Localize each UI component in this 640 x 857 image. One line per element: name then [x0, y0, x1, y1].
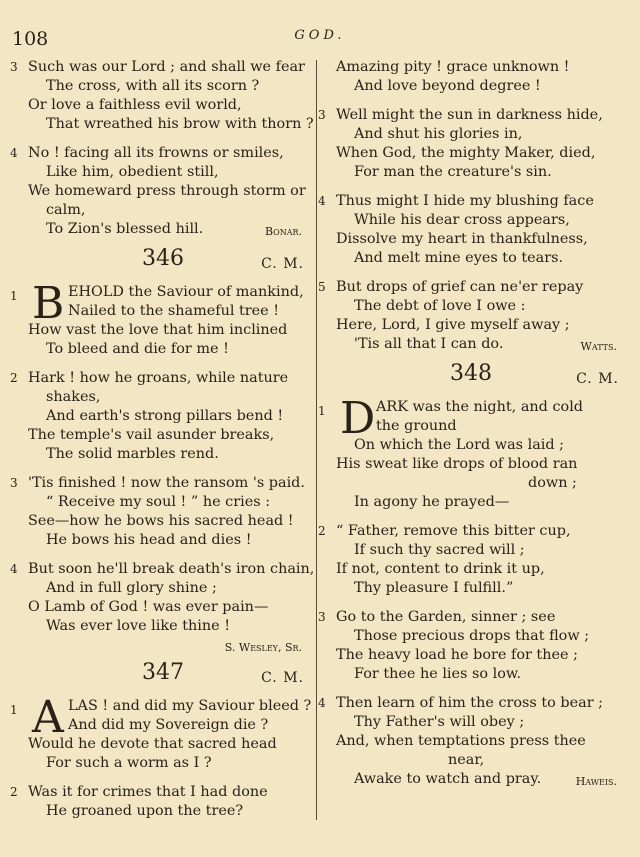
verse-line: And melt mine eyes to tears. — [354, 250, 564, 266]
verse-number: 3 — [318, 108, 326, 122]
verse-line: To bleed and die for me ! — [46, 341, 229, 357]
verse-line: How vast the love that him inclined — [28, 322, 288, 338]
verse-number: 4 — [10, 146, 18, 160]
verse-line: And in full glory shine ; — [46, 580, 217, 596]
verse — [318, 58, 623, 96]
verse-line: Such was our Lord ; and shall we fear — [28, 59, 305, 75]
verse-number: 2 — [10, 785, 18, 799]
verse-line: calm, — [46, 202, 86, 218]
verse-line: Hark ! how he groans, while nature — [28, 370, 289, 386]
verse-line: He groaned upon the tree? — [46, 803, 244, 819]
verse — [318, 106, 623, 182]
verse-line: No ! facing all its frowns or smiles, — [28, 145, 284, 161]
verse-line: shakes, — [46, 389, 101, 405]
verse-line: For man the creature's sin. — [354, 164, 552, 180]
verse-number: 4 — [10, 562, 18, 576]
verse-line: And did my Sovereign die ? — [68, 717, 269, 733]
author-attribution: Bonar. — [265, 225, 302, 238]
verse-line: See—how he bows his sacred head ! — [28, 513, 294, 529]
hymn-meter: C. M. — [261, 256, 304, 272]
verse-line: If not, content to drink it up, — [336, 561, 545, 577]
verse — [10, 692, 312, 773]
verse-line: The cross, with all its scorn ? — [46, 78, 260, 94]
verse-line: The temple's vail asunder breaks, — [28, 427, 275, 443]
verse-line: Was ever love like thine ! — [46, 618, 230, 634]
verse-number: 4 — [318, 194, 326, 208]
verse-line: 'Tis all that I can do. — [354, 336, 504, 352]
verse-line: Well might the sun in darkness hide, — [336, 107, 603, 123]
verse-line: If such thy sacred will ; — [354, 542, 525, 558]
verse — [10, 144, 308, 239]
verse-line: LAS ! and did my Saviour bleed ? — [68, 698, 312, 714]
verse-line: near, — [448, 752, 485, 768]
drop-cap: D — [340, 393, 376, 444]
page-number: 108 — [12, 28, 49, 50]
verse-number: 5 — [318, 280, 326, 294]
verse-line: The heavy load he bore for thee ; — [336, 647, 578, 663]
left-column — [10, 58, 315, 831]
verse-line: While his dear cross appears, — [354, 212, 570, 228]
verse-line: “ Father, remove this bitter cup, — [336, 523, 571, 539]
verse-number: 4 — [318, 696, 326, 710]
verse-line: When God, the mighty Maker, died, — [336, 145, 596, 161]
verse-line: Awake to watch and pray. — [354, 771, 542, 787]
hymn-heading — [10, 246, 308, 279]
verse-line: “ Receive my soul ! ” he cries : — [46, 494, 271, 510]
verse-line: And earth's strong pillars bend ! — [46, 408, 284, 424]
verse-line: On which the Lord was laid ; — [354, 437, 565, 453]
verse — [10, 783, 308, 821]
verse-line: And, when temptations press thee — [336, 733, 586, 749]
verse-line: down ; — [528, 475, 577, 491]
hymn-heading — [10, 660, 308, 693]
verse-line: Thy pleasure I fulfill.” — [354, 580, 514, 596]
verse-number: 1 — [318, 404, 326, 418]
drop-cap: B — [32, 278, 65, 329]
verse-line: His sweat like drops of blood ran — [336, 456, 578, 472]
verse — [10, 560, 315, 654]
verse — [10, 58, 314, 134]
verse-line: O Lamb of God ! was ever pain— — [28, 599, 269, 615]
verse-number: 2 — [10, 371, 18, 385]
verse-number: 1 — [10, 703, 18, 717]
hymn-number: 347 — [142, 660, 184, 685]
verse — [318, 694, 623, 789]
verse-number: 3 — [318, 610, 326, 624]
verse-line: the ground — [376, 418, 457, 434]
hymn-heading — [318, 361, 623, 394]
verse — [10, 474, 308, 550]
verse-line: Or love a faithless evil world, — [28, 97, 242, 113]
verse-line: And shut his glories in, — [354, 126, 523, 142]
verse-line: We homeward press through storm or — [28, 183, 306, 199]
verse — [318, 393, 623, 512]
verse-line: But soon he'll break death's iron chain, — [28, 561, 315, 577]
drop-cap: A — [32, 692, 64, 743]
verse-line: The solid marbles rend. — [46, 446, 219, 462]
verse-line: Amazing pity ! grace unknown ! — [336, 59, 570, 75]
verse-line: And love beyond degree ! — [354, 78, 541, 94]
verse — [10, 369, 308, 464]
verse-line: Those precious drops that flow ; — [354, 628, 590, 644]
verse-line: Here, Lord, I give myself away ; — [336, 317, 570, 333]
verse-line: Would he devote that sacred head — [28, 736, 277, 752]
running-head: GOD. — [294, 28, 346, 43]
verse-line: Thus might I hide my blushing face — [336, 193, 594, 209]
verse-number: 3 — [10, 476, 18, 490]
verse-line: Was it for crimes that I had done — [28, 784, 268, 800]
verse-line: Thy Father's will obey ; — [354, 714, 525, 730]
verse-line: In agony he prayed— — [354, 494, 510, 510]
hymn-meter: C. M. — [576, 371, 619, 387]
verse — [318, 608, 623, 684]
author-attribution: Haweis. — [575, 775, 617, 788]
verse — [10, 278, 308, 359]
verse — [318, 192, 623, 268]
author-attribution: Watts. — [580, 340, 617, 353]
verse-number: 3 — [10, 60, 18, 74]
hymn-number: 346 — [142, 246, 184, 271]
author-attribution: S. Wesley, Sr. — [224, 641, 302, 654]
verse-line: But drops of grief can ne'er repay — [336, 279, 584, 295]
column-divider — [316, 60, 317, 820]
verse-line: For thee he lies so low. — [354, 666, 522, 682]
verse-number: 2 — [318, 524, 326, 538]
verse-line: The debt of love I owe : — [354, 298, 526, 314]
verse-line: Go to the Garden, sinner ; see — [336, 609, 556, 625]
verse-line: Dissolve my heart in thankfulness, — [336, 231, 588, 247]
verse-line: EHOLD the Saviour of mankind, — [68, 284, 304, 300]
verse-line: Nailed to the shameful tree ! — [68, 303, 280, 319]
verse-line: 'Tis finished ! now the ransom 's paid. — [28, 475, 305, 491]
verse-line: Like him, obedient still, — [46, 164, 219, 180]
verse-line: For such a worm as I ? — [46, 755, 212, 771]
verse-number: 1 — [10, 289, 18, 303]
right-column — [318, 58, 623, 799]
hymn-number: 348 — [450, 361, 492, 386]
verse — [318, 278, 623, 354]
verse-line: Then learn of him the cross to bear ; — [336, 695, 604, 711]
verse-line: That wreathed his brow with thorn ? — [46, 116, 314, 132]
hymn-meter: C. M. — [261, 670, 304, 686]
verse-line: To Zion's blessed hill. — [46, 221, 204, 237]
verse-line: ARK was the night, and cold — [376, 399, 584, 415]
verse-line: He bows his head and dies ! — [46, 532, 252, 548]
verse — [318, 522, 623, 598]
